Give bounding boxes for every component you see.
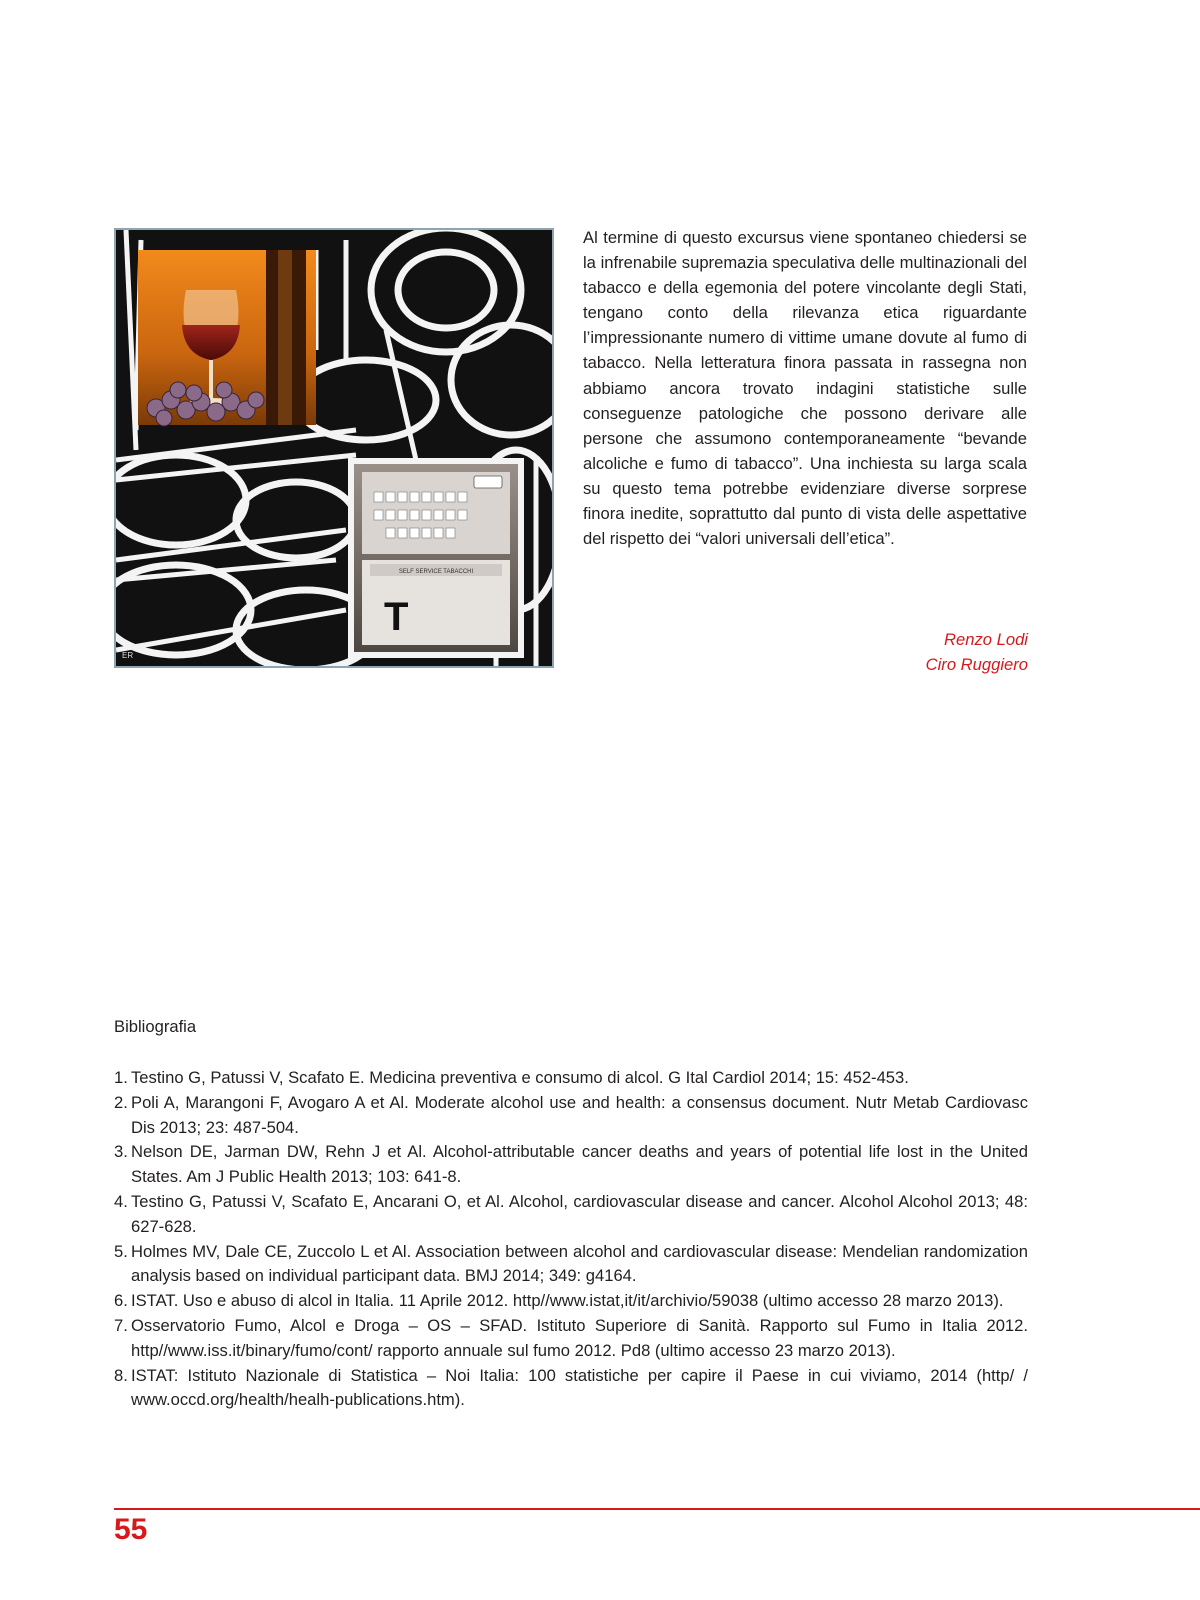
reference-number: 4.	[114, 1191, 128, 1211]
collage-corner-mark: ER	[122, 651, 134, 660]
reference-item	[114, 1066, 1028, 1091]
reference-item	[114, 1190, 1028, 1240]
reference-number: 3.	[114, 1142, 128, 1162]
footer-rule	[114, 1508, 1200, 1510]
reference-text: Testino G, Patussi V, Scafato E. Medicina preventiva e consumo di alcol. G Ital Cardiol 2014; 15: 452-453.	[131, 1068, 909, 1087]
machine-label: SELF SERVICE TABACCHI	[398, 569, 474, 575]
reference-number: 5.	[114, 1241, 128, 1261]
cigarette-vending-machine-photo	[348, 458, 524, 658]
collage-illustration	[116, 230, 552, 666]
wine-glass-photo	[138, 250, 316, 426]
reference-item	[114, 1289, 1028, 1314]
collage-image	[114, 228, 554, 668]
reference-number: 6.	[114, 1291, 128, 1311]
reference-text: Poli A, Marangoni F, Avogaro A et Al. Moderate alcohol use and health: a consensus document. Nutr Metab Cardiovasc Dis 2013; 23: 487-504.	[131, 1092, 1028, 1137]
reference-text: Nelson DE, Jarman DW, Rehn J et Al. Alcohol-attributable cancer deaths and years of potential life lost in the United States. Am J Public Health 2013; 103: 641-8.	[131, 1142, 1028, 1187]
body-paragraph: Al termine di questo excursus viene spontaneo chiedersi se la infrenabile supremazia speculativa delle multinazionali del tabacco e della egemonia del potere vincolante degli Stati, tengano conto della rilevanza etica riguardante l’impressionante numero di vittime umane dovute al fumo di tabacco. Nella letteratura finora passata in rassegna non abbiamo ancora trovato indagini statistiche sulle conseguenze patologiche che possono derivare alle persone che assumono contemporaneamente “bevande alcoliche e fumo di tabacco”. Una inchiesta su larga scala su questo tema potrebbe evidenziare diverse sorprese finora inedite, soprattutto dal punto di vista delle aspettative del rispetto dei “valori universali dell’etica”.	[583, 228, 1027, 549]
author-name: Renzo Lodi	[944, 630, 1028, 649]
reference-text: ISTAT. Uso e abuso di alcol in Italia. 11 Aprile 2012. http//www.istat,it/it/archivio/59038 (ultimo accesso 28 marzo 2013).	[131, 1291, 1004, 1311]
authors	[800, 627, 1028, 677]
bibliography-heading: Bibliografia	[114, 1017, 197, 1036]
reference-number: 7.	[114, 1315, 128, 1335]
page-number: 55	[114, 1513, 148, 1546]
reference-text: Holmes MV, Dale CE, Zuccolo L et Al. Association between alcohol and cardiovascular disease: Mendelian randomization analysis based on individual participant data. BMJ 2014; 349: g4164.	[131, 1241, 1028, 1286]
reference-item	[114, 1364, 1028, 1414]
reference-text: Osservatorio Fumo, Alcol e Droga – OS – SFAD. Istituto Superiore di Sanità. Rapporto sul Fumo in Italia 2012. http//www.iss.it/binary/fumo/cont/ rapporto annuale sul fumo 2012. Pd8 (ultimo accesso 23 marzo 2013).	[131, 1315, 1028, 1360]
reference-text: ISTAT: Istituto Nazionale di Statistica – Noi Italia: 100 statistiche per capire il Paese in cui viviamo, 2014 (http/ / www.occd.org/health/healh-publications.htm).	[131, 1365, 1028, 1410]
reference-number: 2.	[114, 1092, 128, 1112]
reference-number: 8.	[114, 1365, 128, 1385]
reference-item	[114, 1091, 1028, 1141]
reference-item	[114, 1140, 1028, 1190]
author-name: Ciro Ruggiero	[925, 655, 1028, 674]
reference-text: Testino G, Patussi V, Scafato E, Ancarani O, et Al. Alcohol, cardiovascular disease and cancer. Alcohol Alcohol 2013; 48: 627-628.	[131, 1191, 1028, 1236]
reference-item	[114, 1314, 1028, 1364]
reference-number: 1.	[114, 1068, 128, 1087]
reference-list	[114, 1066, 1028, 1413]
machine-letter: T	[384, 595, 409, 639]
reference-item	[114, 1240, 1028, 1290]
